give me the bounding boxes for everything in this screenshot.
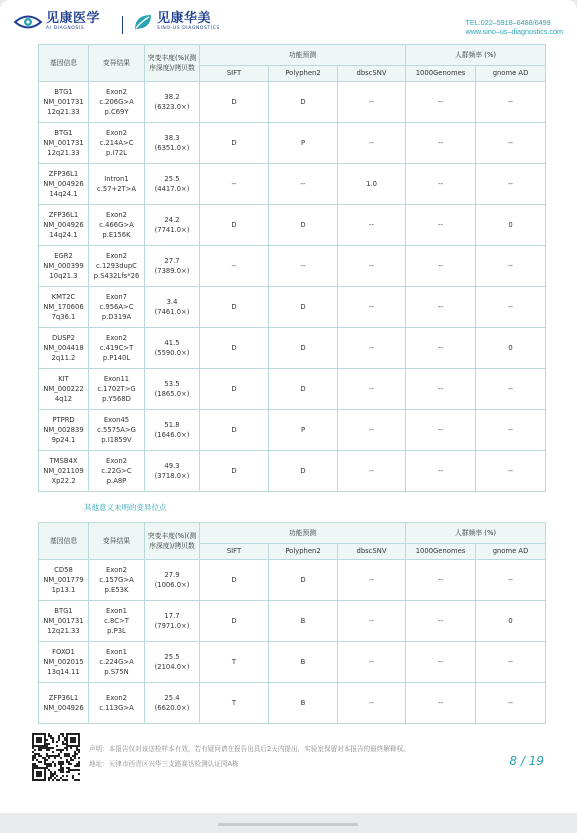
contact-info	[466, 18, 563, 36]
gnomad-cell: 0	[476, 205, 546, 246]
gnomad-cell: --	[476, 642, 546, 683]
variant-cell-line: c.206G>A	[99, 97, 134, 106]
abundance-cell-line: 25.5	[164, 652, 180, 661]
dbscsnv-cell: --	[338, 683, 406, 724]
polyphen-cell: --	[269, 164, 338, 205]
variant-cell	[89, 560, 145, 601]
sift-cell: --	[200, 164, 269, 205]
gene-cell-line: 12q21.33	[47, 108, 80, 117]
table-row	[39, 410, 546, 451]
table-row	[39, 246, 546, 287]
1000genomes-cell: --	[406, 328, 476, 369]
abundance-cell	[145, 82, 200, 123]
abundance-cell	[145, 369, 200, 410]
gene-cell	[39, 601, 89, 642]
gene-cell-line: 12q21.33	[47, 149, 80, 158]
abundance-cell-line: (6323.0×)	[154, 103, 190, 111]
gene-cell-line: PTPRD	[52, 415, 75, 424]
abundance-cell-line: (7461.0×)	[154, 308, 190, 316]
page-header	[0, 0, 577, 44]
abundance-cell-line: 49.3	[164, 461, 180, 470]
sift-cell: --	[200, 246, 269, 287]
abundance-cell-line: 3.4	[166, 297, 178, 306]
abundance-cell-line: 27.9	[164, 570, 180, 579]
variant-cell-line: p.E156K	[102, 231, 131, 240]
polyphen-cell: B	[269, 683, 338, 724]
1000genomes-cell: --	[406, 642, 476, 683]
variant-cell-line: Exon2	[106, 565, 127, 574]
variant-cell-line: c.8C>T	[104, 616, 129, 625]
gene-cell-line: 12q21.33	[47, 627, 80, 636]
variant-cell	[89, 601, 145, 642]
variant-cell-line: c.157G>A	[99, 575, 134, 584]
gene-cell-line: NM_001731	[43, 138, 84, 147]
variant-cell-line: p.S432Lfs*26	[93, 272, 140, 281]
sift-cell: D	[200, 369, 269, 410]
gene-cell	[39, 642, 89, 683]
gene-cell-line: FOXO1	[52, 647, 75, 656]
abundance-cell-line: (2104.0×)	[154, 663, 190, 671]
gene-cell-line: NM_001731	[43, 616, 84, 625]
polyphen-cell: B	[269, 601, 338, 642]
abundance-cell-line: (4417.0×)	[154, 185, 190, 193]
variant-cell-line: p.P3L	[107, 627, 126, 636]
variant-cell-line: p.A8P	[106, 477, 127, 486]
gene-cell-line: 4q12	[54, 395, 73, 404]
header-population: 人群频率 (%)	[406, 45, 546, 66]
logo-divider	[122, 16, 123, 34]
header-function: 功能预测	[200, 45, 406, 66]
1000genomes-cell: --	[406, 683, 476, 724]
abundance-cell-line: (7971.0×)	[154, 622, 190, 630]
variant-cell-line: c.57+2T>A	[96, 185, 137, 193]
variant-cell-line: Exon2	[106, 333, 127, 342]
variant-cell-line: c.419C>T	[99, 343, 134, 352]
gene-cell	[39, 82, 89, 123]
gene-cell-line: BTG1	[54, 87, 73, 96]
gene-cell-line: ZFP36L1	[48, 169, 79, 178]
variant-cell-line: Exon45	[103, 415, 130, 424]
abundance-cell	[145, 683, 200, 724]
header-dbscsnv: dbscSNV	[338, 66, 406, 82]
gnomad-cell: --	[476, 683, 546, 724]
polyphen-cell: D	[269, 369, 338, 410]
dbscsnv-cell: --	[338, 451, 406, 492]
header-population: 人群频率 (%)	[406, 523, 546, 544]
abundance-cell-line: 41.5	[164, 338, 180, 347]
variant-cell	[89, 328, 145, 369]
gene-cell-line: NM_002015	[43, 657, 84, 666]
variant-cell-line: Exon11	[103, 374, 130, 383]
variant-cell-line: c.466G>A	[99, 220, 134, 229]
polyphen-cell: D	[269, 287, 338, 328]
abundance-cell-line: 53.5	[164, 379, 180, 388]
gene-cell	[39, 164, 89, 205]
polyphen-cell: --	[269, 246, 338, 287]
variant-cell-line: p.I1859V	[101, 436, 132, 445]
gnomad-cell: 0	[476, 601, 546, 642]
variant-cell-line: Exon7	[106, 292, 127, 301]
1000genomes-cell: --	[406, 369, 476, 410]
gene-cell-line: BTG1	[54, 606, 73, 615]
abundance-cell-line: (6620.0×)	[154, 704, 190, 712]
dbscsnv-cell: --	[338, 560, 406, 601]
jiankang-huamei-logo	[133, 12, 220, 31]
gene-cell-line: 7q36.1	[51, 313, 76, 322]
sift-cell: D	[200, 205, 269, 246]
table-row	[39, 123, 546, 164]
header-gene: 基因信息	[39, 45, 89, 82]
abundance-cell-line: 38.3	[164, 133, 180, 142]
table-row	[39, 287, 546, 328]
gene-cell-line: CD58	[54, 565, 73, 574]
abundance-cell	[145, 642, 200, 683]
logo1-english: AI DIAGNOSIS	[46, 26, 85, 31]
gene-cell-line: Xp22.2	[51, 477, 76, 486]
variant-cell-line: Exon2	[106, 87, 127, 96]
abundance-cell	[145, 123, 200, 164]
table-row	[39, 451, 546, 492]
variant-cell	[89, 451, 145, 492]
abundance-cell-line: (5590.0×)	[154, 349, 190, 357]
dbscsnv-cell: --	[338, 82, 406, 123]
header-gnomad: gnome AD	[476, 66, 546, 82]
gene-cell-line: 14q24.1	[49, 231, 78, 240]
leaf-logo-icon	[133, 13, 153, 31]
header-1000genomes: 1000Genomes	[406, 544, 476, 560]
gnomad-cell: --	[476, 560, 546, 601]
abundance-cell-line: 25.5	[164, 174, 180, 183]
1000genomes-cell: --	[406, 451, 476, 492]
1000genomes-cell: --	[406, 82, 476, 123]
1000genomes-cell: --	[406, 246, 476, 287]
gene-cell-line: ZFP36L1	[48, 693, 79, 702]
gene-cell	[39, 287, 89, 328]
sift-cell: D	[200, 328, 269, 369]
variant-cell-line: p.E53K	[104, 586, 129, 595]
1000genomes-cell: --	[406, 205, 476, 246]
gene-cell-line: 9p24.1	[51, 436, 76, 445]
dbscsnv-cell: --	[338, 369, 406, 410]
sift-cell: D	[200, 560, 269, 601]
abundance-cell	[145, 328, 200, 369]
abundance-cell	[145, 205, 200, 246]
variant-cell-line: Exon1	[106, 647, 127, 656]
gnomad-cell: --	[476, 123, 546, 164]
header-1000genomes: 1000Genomes	[406, 66, 476, 82]
jiankang-yixue-logo	[14, 12, 100, 31]
table-row	[39, 369, 546, 410]
qr-code-icon	[32, 733, 80, 781]
variant-cell-line: Exon2	[106, 456, 127, 465]
sift-cell: D	[200, 410, 269, 451]
polyphen-cell: P	[269, 410, 338, 451]
abundance-cell	[145, 410, 200, 451]
table-row	[39, 683, 546, 724]
variant-table-main-body	[39, 82, 546, 492]
dbscsnv-cell: --	[338, 287, 406, 328]
header-sift: SIFT	[200, 66, 269, 82]
variant-cell-line: c.1293dupC	[96, 261, 137, 270]
gene-cell-line: EGR2	[54, 251, 73, 260]
variant-cell	[89, 683, 145, 724]
table-row	[39, 82, 546, 123]
gene-cell-line: 13q14.11	[47, 668, 80, 677]
variant-cell-line: Intron1	[104, 174, 129, 183]
gnomad-cell: 0	[476, 328, 546, 369]
table-row	[39, 560, 546, 601]
gene-cell-line: NM_004926	[43, 179, 84, 188]
abundance-cell-line: 27.7	[164, 256, 180, 265]
abundance-cell-line: (7389.0×)	[154, 267, 190, 275]
telephone: TEL:022–5918–6488/6499	[465, 18, 551, 27]
variant-cell-line: p.C69Y	[104, 108, 129, 117]
gene-cell-line: NM_170606	[43, 302, 84, 311]
polyphen-cell: D	[269, 560, 338, 601]
disclaimer-text: 声明：本报告仅对该送检样本有效，若有疑问请在报告出具后2天内提出，实验室保留对本报告的最终解释权。	[89, 745, 410, 753]
gene-cell-line: KMT2C	[51, 292, 76, 301]
sift-cell: D	[200, 601, 269, 642]
variant-cell-line: c.956A>C	[99, 302, 134, 311]
gnomad-cell: --	[476, 82, 546, 123]
variant-cell-line: p.I72L	[106, 149, 127, 158]
gene-cell-line: 10q21.3	[49, 272, 78, 281]
gnomad-cell: --	[476, 287, 546, 328]
variant-cell-line: c.214A>C	[99, 138, 134, 147]
gene-cell-line: BTG1	[54, 128, 73, 137]
gene-cell	[39, 246, 89, 287]
gene-cell	[39, 451, 89, 492]
page-footer	[32, 733, 552, 783]
header-gnomad: gnome AD	[476, 544, 546, 560]
1000genomes-cell: --	[406, 164, 476, 205]
gene-cell	[39, 560, 89, 601]
variant-cell-line: c.1702T>G	[97, 384, 136, 393]
header-function: 功能预测	[200, 523, 406, 544]
logo2-english: SINO-US DIAGNOSTICS	[157, 26, 220, 31]
gnomad-cell: --	[476, 451, 546, 492]
1000genomes-cell: --	[406, 601, 476, 642]
logo1-chinese: 见康医学	[46, 11, 101, 26]
abundance-cell-line: (7741.0×)	[154, 226, 190, 234]
section-title-vus: 其他意义未明的变异位点	[84, 503, 167, 512]
gnomad-cell: --	[476, 410, 546, 451]
1000genomes-cell: --	[406, 410, 476, 451]
gene-cell-line: 14q24.1	[49, 190, 78, 199]
gnomad-cell: --	[476, 164, 546, 205]
variant-table-vus-body	[39, 560, 546, 724]
gene-cell-line: NM_021109	[43, 466, 84, 475]
gene-cell	[39, 683, 89, 724]
abundance-cell-line: 51.8	[164, 420, 180, 429]
variant-table-main	[38, 44, 546, 492]
gene-cell-line: 1p13.1	[51, 586, 76, 595]
variant-cell	[89, 287, 145, 328]
gene-cell-line: NM_000399	[43, 261, 84, 270]
variant-cell	[89, 642, 145, 683]
variant-cell-line: Exon2	[106, 210, 127, 219]
abundance-cell-line: (1865.0×)	[154, 390, 190, 398]
variant-cell	[89, 205, 145, 246]
gene-cell-line: ZFP36L1	[48, 210, 79, 219]
gene-cell	[39, 410, 89, 451]
sift-cell: D	[200, 451, 269, 492]
address-text: 地址：天津市西青区兴华三支路赛达检测认证园A栋	[89, 760, 239, 768]
header-abundance: 突变丰度(%)(测序深度)/拷贝数	[145, 45, 200, 82]
abundance-cell	[145, 451, 200, 492]
1000genomes-cell: --	[406, 287, 476, 328]
variant-cell-line: Exon2	[106, 693, 127, 702]
gene-cell-line: NM_004926	[43, 704, 84, 712]
dbscsnv-cell: --	[338, 205, 406, 246]
polyphen-cell: P	[269, 123, 338, 164]
gene-cell	[39, 205, 89, 246]
sift-cell: T	[200, 683, 269, 724]
polyphen-cell: D	[269, 205, 338, 246]
variant-cell	[89, 410, 145, 451]
table-row	[39, 164, 546, 205]
gene-cell	[39, 123, 89, 164]
gene-cell-line: TMSB4X	[49, 456, 78, 465]
1000genomes-cell: --	[406, 123, 476, 164]
abundance-cell-line: 25.4	[164, 693, 180, 702]
abundance-cell-line: 24.2	[164, 215, 180, 224]
gene-cell-line: NM_000222	[43, 384, 84, 393]
abundance-cell	[145, 601, 200, 642]
variant-cell	[89, 246, 145, 287]
home-indicator[interactable]	[218, 823, 358, 826]
gene-cell-line: NM_001731	[43, 97, 84, 106]
dbscsnv-cell: --	[338, 410, 406, 451]
table-row	[39, 328, 546, 369]
sift-cell: D	[200, 287, 269, 328]
logo2-chinese: 见康华美	[157, 11, 212, 26]
variant-cell-line: p.D319A	[101, 313, 132, 322]
gene-cell-line: NM_004418	[43, 343, 84, 352]
variant-cell-line: c.22G>C	[101, 466, 132, 475]
abundance-cell	[145, 287, 200, 328]
abundance-cell	[145, 246, 200, 287]
abundance-cell	[145, 164, 200, 205]
header-polyphen: Polyphen2	[269, 544, 338, 560]
eye-logo-icon	[14, 14, 42, 30]
dbscsnv-cell: --	[338, 246, 406, 287]
polyphen-cell: D	[269, 82, 338, 123]
dbscsnv-cell: --	[338, 123, 406, 164]
variant-cell	[89, 164, 145, 205]
gene-cell-line: 2q11.2	[51, 354, 76, 363]
variant-cell-line: p.P140L	[102, 354, 131, 363]
abundance-cell-line: 17.7	[164, 611, 180, 620]
variant-cell-line: Exon1	[106, 606, 127, 615]
gene-cell-line: NM_002839	[43, 425, 84, 434]
header-variant: 变异结果	[89, 523, 145, 560]
header-polyphen: Polyphen2	[269, 66, 338, 82]
sift-cell: D	[200, 123, 269, 164]
variant-table-vus	[38, 522, 546, 724]
header-sift: SIFT	[200, 544, 269, 560]
abundance-cell-line: (1006.0×)	[154, 581, 190, 589]
variant-cell-line: p.Y568D	[102, 395, 131, 404]
variant-cell-line: p.S75N	[104, 668, 129, 677]
gnomad-cell: --	[476, 246, 546, 287]
website-link[interactable]: www.sino–us–diagnostics.com	[465, 27, 563, 36]
polyphen-cell: D	[269, 328, 338, 369]
variant-cell	[89, 82, 145, 123]
table-row	[39, 642, 546, 683]
header-variant: 变异结果	[89, 45, 145, 82]
gene-cell-line: DUSP2	[52, 333, 75, 342]
gene-cell	[39, 328, 89, 369]
header-dbscsnv: dbscSNV	[338, 544, 406, 560]
table-row	[39, 205, 546, 246]
page-number: 8 / 19	[509, 754, 544, 768]
gene-cell-line: KIT	[58, 374, 69, 383]
dbscsnv-cell: --	[338, 601, 406, 642]
gnomad-cell: --	[476, 369, 546, 410]
gene-cell-line: NM_001779	[43, 575, 84, 584]
abundance-cell-line: (3718.0×)	[154, 472, 190, 480]
abundance-cell-line: (6351.0×)	[154, 144, 190, 152]
variant-cell	[89, 369, 145, 410]
1000genomes-cell: --	[406, 560, 476, 601]
header-abundance: 突变丰度(%)(测序深度)/拷贝数	[145, 523, 200, 560]
table-row	[39, 601, 546, 642]
polyphen-cell: B	[269, 642, 338, 683]
abundance-cell-line: 38.2	[164, 92, 180, 101]
variant-cell-line: c.224G>A	[99, 657, 134, 666]
variant-cell-line: Exon2	[106, 251, 127, 260]
variant-cell-line: c.113G>A	[99, 704, 134, 712]
abundance-cell-line: (1646.0×)	[154, 431, 190, 439]
dbscsnv-cell: --	[338, 328, 406, 369]
dbscsnv-cell: --	[338, 642, 406, 683]
gene-cell-line: NM_004926	[43, 220, 84, 229]
variant-cell-line: Exon2	[106, 128, 127, 137]
variant-cell-line: c.5575A>G	[97, 425, 136, 434]
sift-cell: D	[200, 82, 269, 123]
gene-cell	[39, 369, 89, 410]
dbscsnv-cell: 1.0	[338, 164, 406, 205]
header-gene: 基因信息	[39, 523, 89, 560]
abundance-cell	[145, 560, 200, 601]
polyphen-cell: D	[269, 451, 338, 492]
sift-cell: T	[200, 642, 269, 683]
variant-cell	[89, 123, 145, 164]
